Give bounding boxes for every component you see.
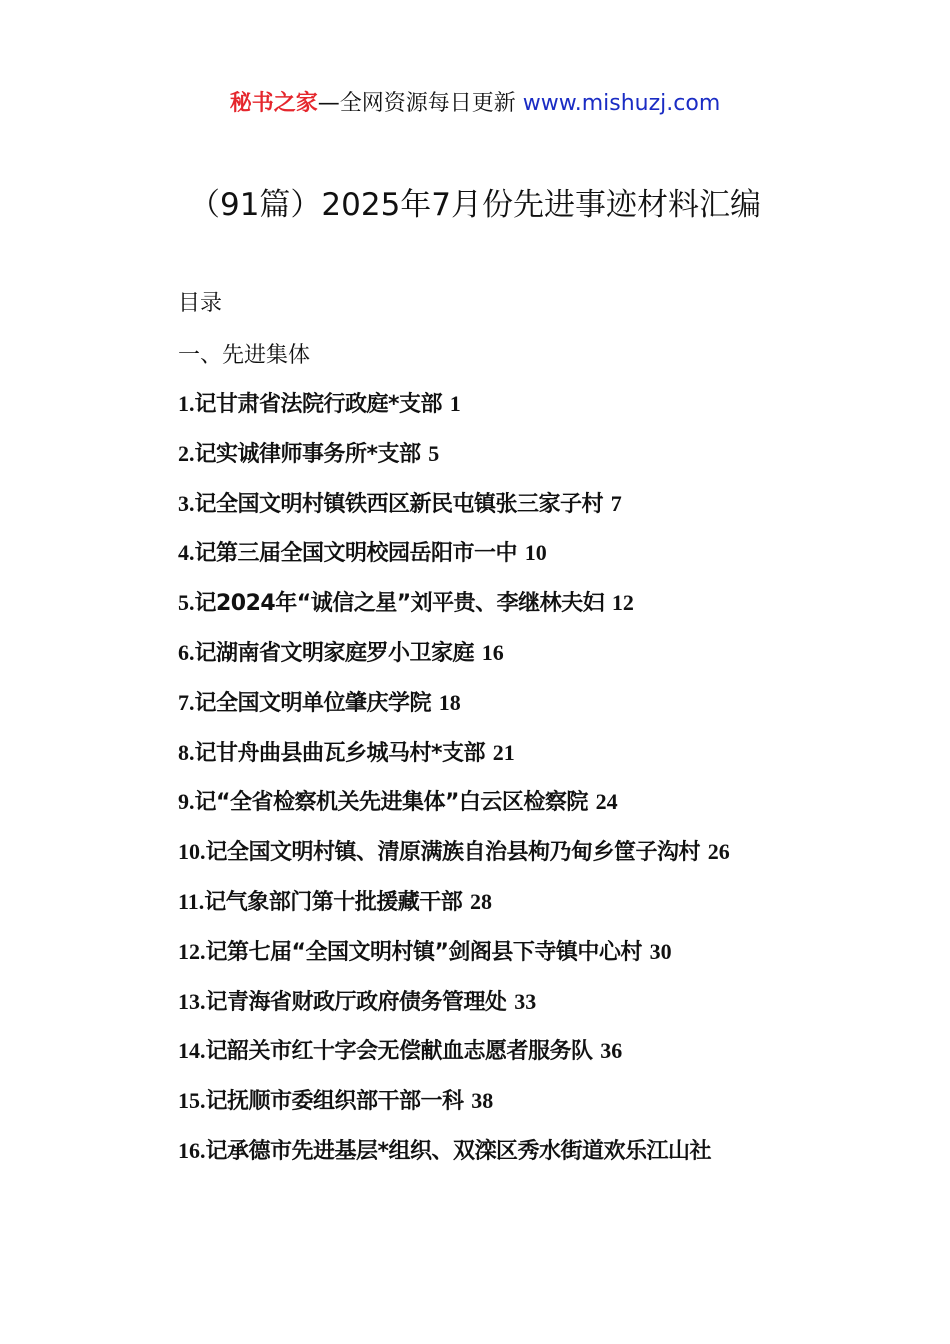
toc-item[interactable]: [178, 934, 858, 984]
toc-item-number: 7.: [178, 689, 195, 715]
toc-item-title: 记全国文明村镇、清原满族自治县枸乃甸乡筐子沟村: [205, 840, 701, 866]
toc-item-page: 5: [428, 440, 440, 466]
toc-item-page: 21: [492, 739, 515, 765]
toc-item[interactable]: [178, 834, 858, 884]
toc-item[interactable]: [178, 984, 858, 1034]
toc-item-page: 12: [611, 590, 634, 616]
site-banner: [0, 88, 950, 120]
table-of-contents: [178, 286, 858, 1183]
toc-item[interactable]: [178, 884, 858, 934]
toc-item-number: 8.: [178, 739, 195, 765]
toc-item-number: 13.: [178, 988, 206, 1014]
toc-item-title: 记承德市先进基层*组织、双滦区秀水街道欢乐江山社: [205, 1138, 712, 1164]
toc-item-number: 3.: [178, 490, 195, 516]
toc-item-title: 记甘舟曲县曲瓦乡城马村*支部: [194, 740, 486, 766]
toc-item-title: 记实诚律师事务所*支部: [194, 441, 421, 467]
toc-item-page: 38: [471, 1088, 494, 1114]
toc-item-number: 16.: [178, 1137, 206, 1163]
toc-item-title: 记全国文明单位肇庆学院: [194, 690, 432, 716]
toc-item-page: 24: [595, 789, 618, 815]
toc-item-number: 9.: [178, 789, 195, 815]
toc-item-page: 36: [600, 1038, 623, 1064]
toc-item-page: 26: [707, 839, 730, 865]
toc-item-page: 10: [524, 540, 547, 566]
toc-item-title: 记湖南省文明家庭罗小卫家庭: [194, 640, 475, 666]
toc-item-page: 28: [469, 888, 492, 914]
toc-item[interactable]: [178, 1133, 858, 1183]
toc-heading: 目录: [178, 291, 223, 316]
document-title: （91篇）2025年7月份先进事迹材料汇编: [188, 187, 762, 223]
toc-item-page: 33: [514, 988, 537, 1014]
site-url-link[interactable]: www.mishuzj.com: [522, 91, 721, 116]
toc-item-title: 记甘肃省法院行政庭*支部: [194, 392, 443, 417]
toc-item-title: 记青海省财政厅政府债务管理处: [205, 989, 507, 1015]
toc-item-title: 记“全省检察机关先进集体”白云区检察院: [194, 790, 588, 816]
toc-item-number: 1.: [178, 391, 195, 416]
toc-list: [178, 386, 858, 1183]
site-name: 秘书之家: [229, 91, 318, 116]
toc-item[interactable]: [178, 535, 858, 585]
toc-item-page: 1: [449, 391, 461, 416]
toc-item-number: 10.: [178, 839, 206, 865]
toc-item[interactable]: [178, 1033, 858, 1083]
toc-item[interactable]: [178, 635, 858, 685]
section-heading: 一、先进集体: [178, 343, 311, 368]
toc-item-number: 6.: [178, 639, 195, 665]
toc-item[interactable]: [178, 436, 858, 486]
toc-item-number: 4.: [178, 540, 195, 566]
toc-item-title: 记第七届“全国文明村镇”剑阁县下寺镇中心村: [205, 939, 642, 965]
toc-item[interactable]: [178, 486, 858, 536]
toc-item[interactable]: [178, 1083, 858, 1133]
toc-item-title: 记抚顺市委组织部干部一科: [205, 1089, 464, 1115]
toc-item-page: 16: [481, 639, 504, 665]
toc-item-title: 记气象部门第十批援藏干部: [204, 889, 463, 915]
toc-item-number: 5.: [178, 590, 195, 616]
toc-item-number: 14.: [178, 1038, 206, 1064]
toc-item[interactable]: [178, 386, 858, 436]
toc-item-title: 记2024年“诚信之星”刘平贵、李继林夫妇: [194, 591, 605, 617]
toc-item-title: 记全国文明村镇铁西区新民屯镇张三家子村: [194, 491, 604, 517]
toc-item[interactable]: [178, 735, 858, 785]
toc-item-page: 30: [649, 938, 672, 964]
toc-item-page: 7: [610, 490, 622, 516]
site-tagline: —全网资源每日更新: [317, 91, 516, 116]
toc-item[interactable]: [178, 784, 858, 834]
toc-item-number: 11.: [178, 888, 205, 914]
toc-item-number: 12.: [178, 938, 206, 964]
toc-item-title: 记第三届全国文明校园岳阳市一中: [194, 541, 518, 567]
toc-item-title: 记韶关市红十字会无偿献血志愿者服务队: [205, 1039, 593, 1065]
toc-item[interactable]: [178, 685, 858, 735]
toc-item[interactable]: [178, 585, 858, 635]
toc-item-number: 15.: [178, 1088, 206, 1114]
toc-item-number: 2.: [178, 440, 195, 466]
toc-item-page: 18: [438, 689, 461, 715]
